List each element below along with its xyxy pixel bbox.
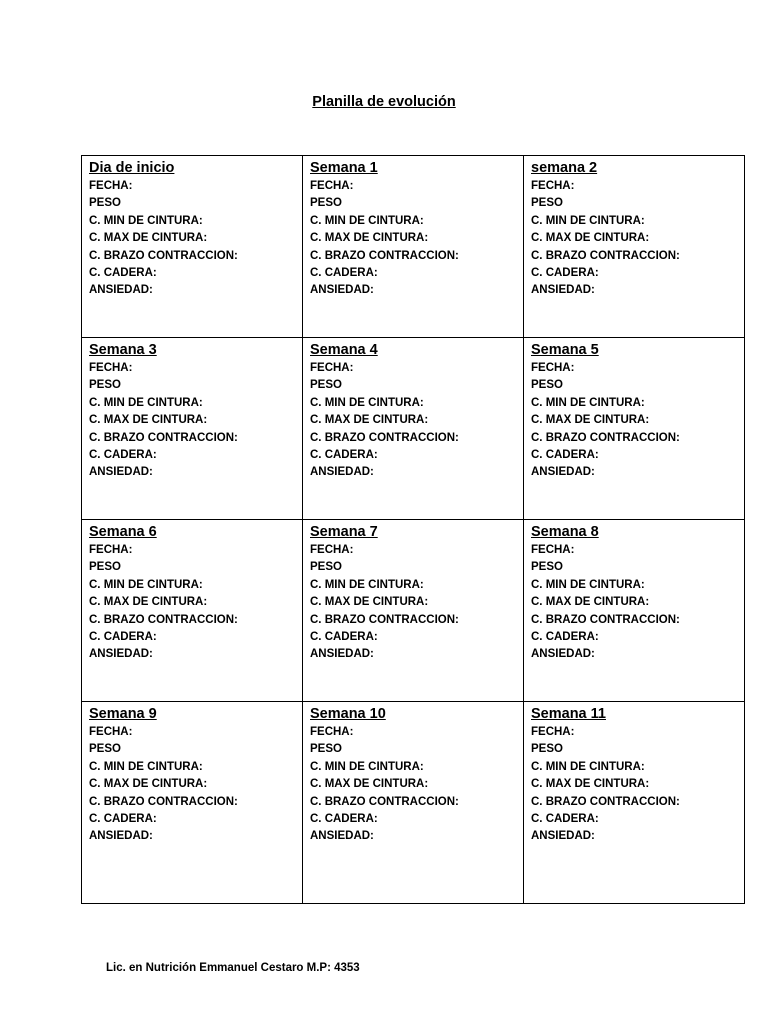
table-row <box>82 156 745 338</box>
field-label: FECHA: <box>89 180 133 192</box>
field-label: C. MIN DE CINTURA: <box>310 396 424 409</box>
field-label: ANSIEDAD: <box>89 830 153 843</box>
field-label: C. CADERA: <box>310 267 378 280</box>
page-title: Planilla de evolución <box>312 94 456 110</box>
table-row <box>82 338 745 520</box>
week-heading: Semana 11 <box>531 706 606 722</box>
field-label: C. BRAZO CONTRACCION: <box>310 613 459 626</box>
field-label: ANSIEDAD: <box>89 466 153 479</box>
week-cell <box>82 702 303 904</box>
field-label: FECHA: <box>89 726 133 738</box>
field-label: FECHA: <box>531 180 575 192</box>
field-label: FECHA: <box>310 726 354 738</box>
field-label: C. CADERA: <box>531 267 599 280</box>
field-label: C. MAX DE CINTURA: <box>531 232 650 245</box>
week-heading: semana 2 <box>531 160 598 176</box>
field-label: C. CADERA: <box>310 631 378 644</box>
field-label: C. BRAZO CONTRACCION: <box>89 795 238 808</box>
field-label: C. MIN DE CINTURA: <box>531 214 645 227</box>
week-cell <box>82 338 303 520</box>
field-label: ANSIEDAD: <box>89 648 153 661</box>
week-cell <box>524 338 745 520</box>
field-label: ANSIEDAD: <box>531 830 595 843</box>
week-heading: Semana 8 <box>531 524 599 540</box>
field-label: PESO <box>89 197 121 210</box>
week-heading: Semana 5 <box>531 342 599 358</box>
field-label: C. CADERA: <box>531 631 599 644</box>
field-label: C. BRAZO CONTRACCION: <box>310 795 459 808</box>
week-cell <box>82 520 303 702</box>
field-label: PESO <box>89 379 121 392</box>
table-row <box>82 520 745 702</box>
field-label: C. BRAZO CONTRACCION: <box>89 613 238 626</box>
field-label: C. BRAZO CONTRACCION: <box>310 431 459 444</box>
week-cell <box>524 156 745 338</box>
field-label: FECHA: <box>89 544 133 556</box>
field-label: C. MAX DE CINTURA: <box>310 596 429 609</box>
field-label: C. BRAZO CONTRACCION: <box>531 795 680 808</box>
evolution-table <box>81 155 745 904</box>
week-heading: Semana 6 <box>89 524 157 540</box>
field-label: PESO <box>531 561 563 574</box>
field-label: PESO <box>89 561 121 574</box>
table-row <box>82 702 745 904</box>
field-label: ANSIEDAD: <box>310 830 374 843</box>
field-label: FECHA: <box>89 362 133 374</box>
field-label: C. CADERA: <box>89 267 157 280</box>
field-label: PESO <box>89 743 121 756</box>
week-cell <box>524 702 745 904</box>
field-label: PESO <box>531 379 563 392</box>
field-label: C. BRAZO CONTRACCION: <box>310 249 459 262</box>
field-label: C. BRAZO CONTRACCION: <box>531 431 680 444</box>
week-heading: Semana 1 <box>310 160 378 176</box>
week-cell <box>303 156 524 338</box>
field-label: PESO <box>310 379 342 392</box>
field-label: ANSIEDAD: <box>531 466 595 479</box>
field-label: C. CADERA: <box>89 449 157 462</box>
field-label: C. CADERA: <box>310 813 378 826</box>
field-label: ANSIEDAD: <box>310 648 374 661</box>
field-label: FECHA: <box>531 726 575 738</box>
field-label: C. MIN DE CINTURA: <box>531 578 645 591</box>
field-label: FECHA: <box>531 544 575 556</box>
field-label: FECHA: <box>531 362 575 374</box>
field-label: PESO <box>531 743 563 756</box>
field-label: C. MAX DE CINTURA: <box>310 232 429 245</box>
field-label: ANSIEDAD: <box>531 284 595 297</box>
field-label: C. MAX DE CINTURA: <box>89 778 208 791</box>
field-label: C. MAX DE CINTURA: <box>89 414 208 427</box>
week-heading: Semana 4 <box>310 342 378 358</box>
field-label: C. BRAZO CONTRACCION: <box>531 249 680 262</box>
field-label: C. MAX DE CINTURA: <box>310 778 429 791</box>
week-heading: Semana 9 <box>89 706 157 722</box>
field-label: C. MIN DE CINTURA: <box>310 578 424 591</box>
footer-signature: Lic. en Nutrición Emmanuel Cestaro M.P: 4353 <box>106 962 360 974</box>
field-label: C. CADERA: <box>531 813 599 826</box>
field-label: FECHA: <box>310 544 354 556</box>
field-label: C. MIN DE CINTURA: <box>531 396 645 409</box>
field-label: C. MIN DE CINTURA: <box>89 760 203 773</box>
field-label: PESO <box>531 197 563 210</box>
field-label: PESO <box>310 743 342 756</box>
week-cell <box>303 702 524 904</box>
field-label: C. MAX DE CINTURA: <box>89 232 208 245</box>
week-cell <box>303 520 524 702</box>
field-label: C. MAX DE CINTURA: <box>310 414 429 427</box>
field-label: C. MIN DE CINTURA: <box>89 214 203 227</box>
field-label: C. BRAZO CONTRACCION: <box>89 431 238 444</box>
field-label: C. MAX DE CINTURA: <box>89 596 208 609</box>
field-label: C. CADERA: <box>89 631 157 644</box>
field-label: C. BRAZO CONTRACCION: <box>531 613 680 626</box>
field-label: C. CADERA: <box>310 449 378 462</box>
field-label: C. MIN DE CINTURA: <box>310 214 424 227</box>
field-label: C. CADERA: <box>531 449 599 462</box>
field-label: ANSIEDAD: <box>89 284 153 297</box>
field-label: C. CADERA: <box>89 813 157 826</box>
field-label: C. MIN DE CINTURA: <box>531 760 645 773</box>
field-label: C. MIN DE CINTURA: <box>89 578 203 591</box>
field-label: PESO <box>310 197 342 210</box>
week-cell <box>82 156 303 338</box>
week-cell <box>303 338 524 520</box>
field-label: ANSIEDAD: <box>310 284 374 297</box>
field-label: ANSIEDAD: <box>310 466 374 479</box>
week-heading: Semana 3 <box>89 342 157 358</box>
field-label: PESO <box>310 561 342 574</box>
week-heading: Semana 10 <box>310 706 386 722</box>
field-label: FECHA: <box>310 362 354 374</box>
field-label: ANSIEDAD: <box>531 648 595 661</box>
week-cell <box>524 520 745 702</box>
week-heading: Dia de inicio <box>89 160 175 176</box>
field-label: C. MIN DE CINTURA: <box>89 396 203 409</box>
week-heading: Semana 7 <box>310 524 378 540</box>
field-label: C. MAX DE CINTURA: <box>531 596 650 609</box>
field-label: C. MIN DE CINTURA: <box>310 760 424 773</box>
field-label: C. MAX DE CINTURA: <box>531 778 650 791</box>
field-label: C. MAX DE CINTURA: <box>531 414 650 427</box>
field-label: C. BRAZO CONTRACCION: <box>89 249 238 262</box>
field-label: FECHA: <box>310 180 354 192</box>
